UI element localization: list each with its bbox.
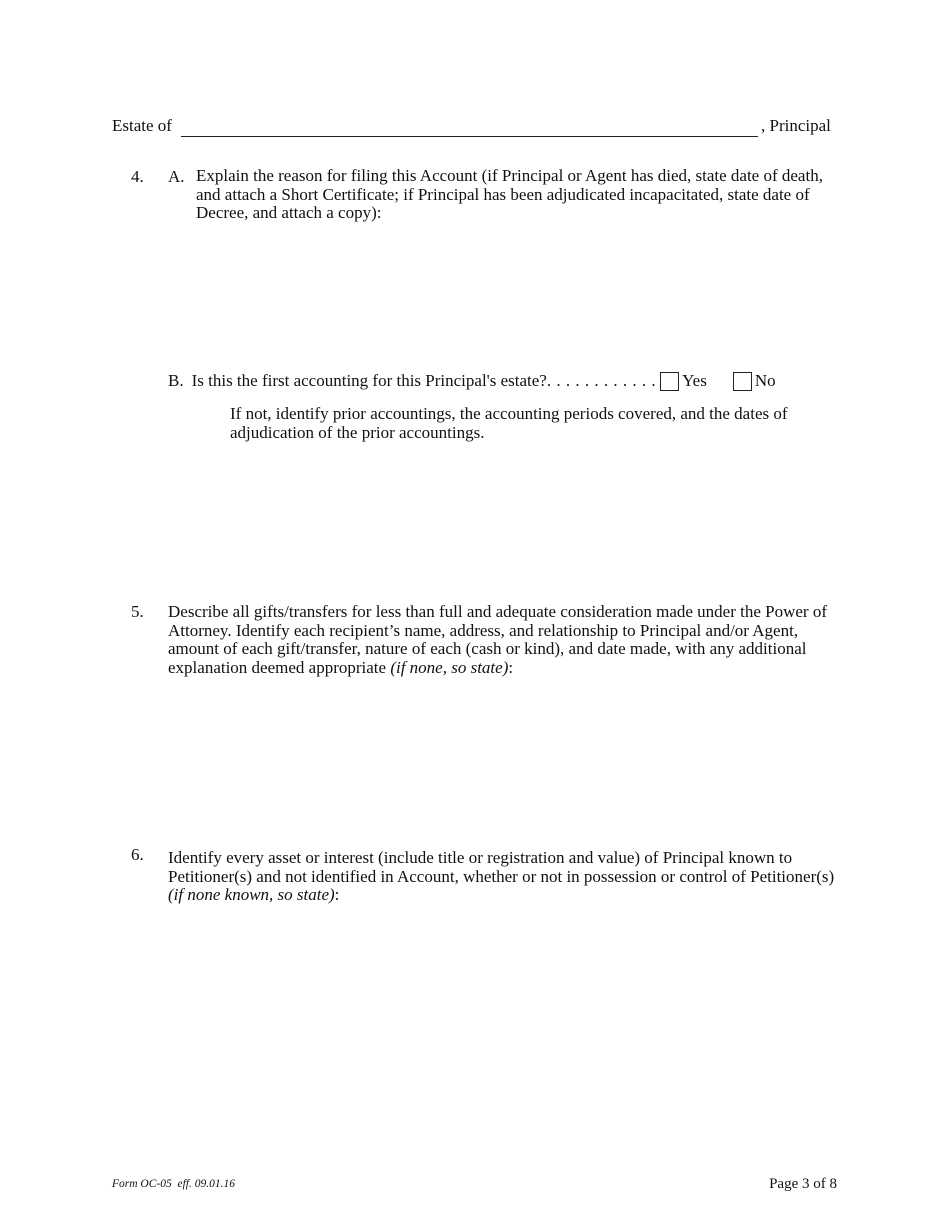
section-5-end: : (508, 657, 514, 677)
estate-name-field[interactable] (181, 117, 758, 137)
first-accounting-no-checkbox[interactable] (733, 372, 752, 391)
section-5-number: 5. (131, 602, 144, 621)
section-4a-letter: A. (168, 167, 185, 186)
yes-label: Yes (682, 371, 707, 390)
section-5-italic: (if none, so state) (390, 657, 509, 677)
estate-of-label: Estate of (112, 116, 172, 135)
section-4b-row (168, 370, 776, 392)
section-6-number: 6. (131, 845, 144, 864)
section-5-main: Describe all gifts/transfers for less than full and adequate consideration made under the Power of Attorney. Identify each recipient’s name, address, and relationship to Principal and/or Agent, amount of each gift/transfer, nature of each (cash or kind), and date made, with any additional explanation deemed appropriate (168, 602, 827, 677)
first-accounting-yes-checkbox[interactable] (660, 372, 679, 391)
section-4b-question: Is this the first accounting for this Principal's estate? (191, 371, 547, 390)
section-6-end: : (334, 885, 340, 904)
section-4b-followup: If not, identify prior accountings, the accounting periods covered, and the dates of adjudication of the prior accountings. (230, 404, 788, 442)
section-6-main: Identify every asset or interest (include title or registration and value) of Principal known to Petitioner(s) and not identified in Account, whether or not in possession or control of Petitioner(s) (168, 848, 835, 886)
section-6-text (168, 849, 848, 905)
section-4-number: 4. (131, 167, 144, 186)
section-4a-text: Explain the reason for filing this Account (if Principal or Agent has died, state date of death, and attach a Short Certificate; if Principal has been adjudicated incapacitated, state date of Decree, and attach a copy): (196, 166, 823, 222)
section-6-italic: (if none known, so state) (168, 885, 335, 904)
section-5-text (168, 603, 848, 677)
principal-label: , Principal (761, 116, 831, 135)
form-identifier: Form OC-05 eff. 09.01.16 (112, 1178, 235, 1190)
dot-leader: . . . . . . . . . . . . (546, 371, 657, 390)
section-4b-letter: B. (168, 371, 184, 390)
no-label: No (754, 371, 776, 390)
page-number: Page 3 of 8 (769, 1176, 837, 1192)
